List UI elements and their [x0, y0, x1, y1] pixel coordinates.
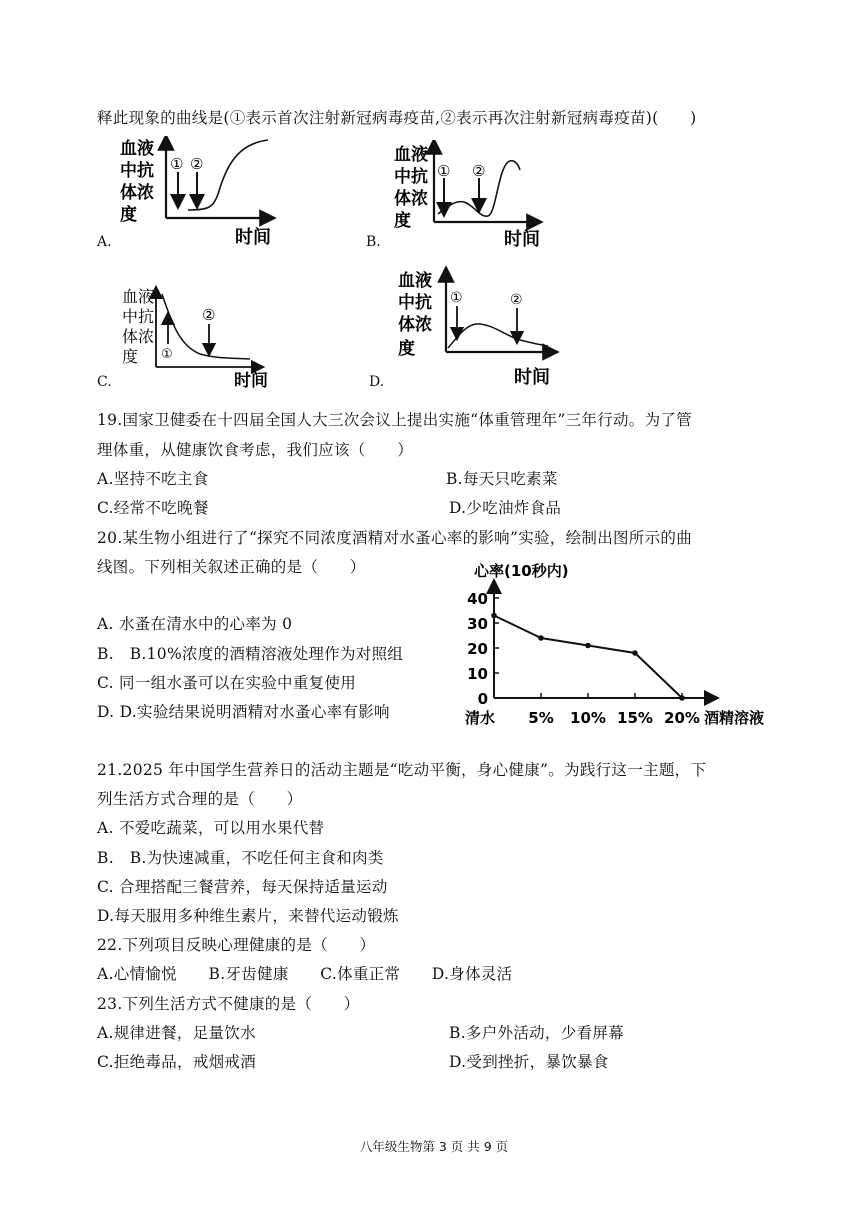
q21-option-d: D.每天服用多种维生素片，来替代运动锻炼 [97, 907, 399, 925]
y-label-line2: 中抗 [120, 161, 154, 181]
y-tick-label: 40 [467, 590, 488, 608]
q18-graph-a [118, 136, 288, 248]
y-label-line1: 血液 [122, 287, 155, 306]
q19-option-d: D.少吃油炸食品 [449, 499, 562, 517]
y-label-line3: 体浓 [398, 315, 432, 335]
y-tick-label: 30 [467, 615, 488, 633]
mark-2: ② [190, 155, 204, 173]
data-point [679, 695, 685, 701]
x-tick-label: 5% [528, 709, 554, 727]
y-tick-label: 10 [467, 665, 488, 683]
mark-2: ② [472, 162, 486, 180]
y-label-line3: 体浓 [394, 189, 428, 209]
page-footer: 八年级生物第 3 页 共 9 页 [359, 1139, 509, 1154]
q23-stem: 23.下列生活方式不健康的是（ ） [97, 995, 360, 1013]
q19-option-b: B.每天只吃素菜 [446, 470, 558, 488]
heart-rate-chart [440, 560, 780, 732]
q18-option-b-label: B. [366, 234, 381, 250]
mark-1: ① [161, 347, 173, 362]
x-label: 时间 [514, 367, 550, 388]
q20-stem-line2: 线图。下列相关叙述正确的是（ ） [97, 558, 366, 576]
q21-stem-line1: 21.2025 年中国学生营养日的活动主题是“吃动平衡，身心健康”。为践行这一主题，下 [97, 761, 707, 779]
x-label: 时间 [235, 227, 271, 248]
q21-option-b: B. B.为快速减重，不吃任何主食和肉类 [97, 849, 384, 867]
y-label-line4: 度 [122, 347, 139, 366]
q19-option-c: C.经常不吃晚餐 [97, 499, 209, 517]
y-label-line2: 中抗 [394, 167, 428, 187]
data-point [491, 613, 497, 619]
q20-option-a: A. 水蚤在清水中的心率为 0 [97, 615, 293, 633]
chart-ylabel: 心率(10秒内) [474, 562, 569, 580]
y-label-line2: 中抗 [122, 307, 155, 326]
y-label-line4: 度 [120, 205, 137, 225]
x-tick-label: 10% [570, 709, 606, 727]
y-label-line3: 体浓 [122, 327, 155, 346]
mark-1: ① [170, 155, 184, 173]
y-label-line1: 血液 [394, 145, 428, 165]
mark-2: ② [202, 306, 216, 324]
heart-rate-line [494, 616, 682, 699]
q23-option-c: C.拒绝毒品，戒烟戒酒 [97, 1053, 257, 1071]
q18-graph-b [392, 140, 562, 250]
q19-stem-line1: 19.国家卫健委在十四届全国人大三次会议上提出实施“体重管理年”三年行动。为了管 [97, 411, 693, 429]
q20-option-d: D. D.实验结果说明酒精对水蚤心率有影响 [97, 703, 390, 721]
q18-option-a-label: A. [97, 234, 112, 250]
q19-option-a: A.坚持不吃主食 [97, 470, 209, 488]
y-label-line3: 体浓 [120, 183, 154, 203]
data-point [585, 643, 591, 649]
y-label-line1: 血液 [398, 271, 432, 291]
data-point [538, 635, 544, 641]
q18-stem-end: 释此现象的曲线是(①表示首次注射新冠病毒疫苗,②表示再次注射新冠病毒疫苗)( ) [97, 109, 697, 127]
q18-option-d-label: D. [369, 374, 385, 390]
mark-1: ① [450, 290, 463, 306]
q21-stem-line2: 列生活方式合理的是（ ） [97, 790, 303, 808]
q23-option-b: B.多户外活动，少看屏幕 [449, 1024, 624, 1042]
q20-stem-line1: 20.某生物小组进行了“探究不同浓度酒精对水蚤心率的影响”实验，绘制出图所示的曲 [97, 529, 693, 547]
q21-option-c: C. 合理搭配三餐营养，每天保持适量运动 [97, 878, 388, 896]
y-label-line4: 度 [398, 339, 415, 359]
q23-option-d: D.受到挫折，暴饮暴食 [449, 1053, 609, 1071]
x-tick-label: 清水 [464, 709, 496, 727]
y-tick-label: 20 [467, 640, 488, 658]
q22-options: A.心情愉悦 B.牙齿健康 C.体重正常 D.身体灵活 [97, 965, 513, 983]
q20-option-c: C. 同一组水蚤可以在实验中重复使用 [97, 674, 357, 692]
q20-option-b: B. B.10%浓度的酒精溶液处理作为对照组 [97, 645, 404, 663]
q23-option-a: A.规律进餐，足量饮水 [97, 1024, 256, 1042]
x-tick-label: 20% [664, 709, 700, 727]
x-tick-label: 15% [617, 709, 653, 727]
y-label-line1: 血液 [120, 139, 154, 159]
y-label-line2: 中抗 [398, 293, 432, 313]
q18-option-c-label: C. [97, 374, 112, 390]
q18-graph-c [118, 284, 278, 390]
x-label: 时间 [504, 229, 540, 250]
mark-2: ② [510, 292, 523, 308]
q22-stem: 22.下列项目反映心理健康的是（ ） [97, 936, 376, 954]
y-label-line4: 度 [394, 211, 411, 231]
data-point [632, 650, 638, 656]
mark-1: ① [437, 162, 451, 180]
q21-option-a: A. 不爱吃蔬菜，可以用水果代替 [97, 819, 325, 837]
y-tick-label: 0 [477, 690, 488, 708]
q18-graph-d [396, 266, 566, 390]
x-label: 时间 [234, 371, 268, 390]
q19-stem-line2: 理体重，从健康饮食考虑，我们应该（ ） [97, 441, 414, 459]
chart-xlabel: 酒精溶液 [704, 709, 765, 727]
